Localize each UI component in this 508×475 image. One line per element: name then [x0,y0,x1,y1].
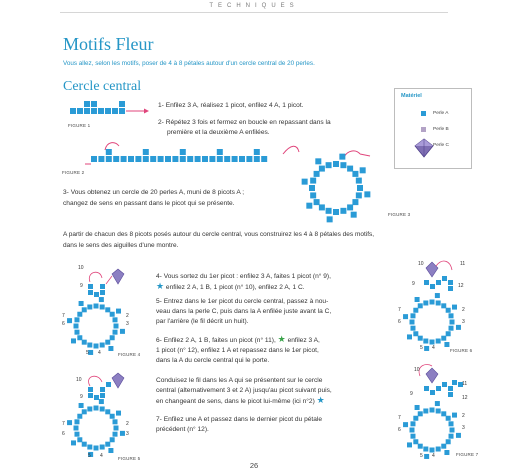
bead-icon [310,192,316,198]
bead-icon [424,454,429,459]
material-item-a: Perle A [433,111,449,116]
fig4-num-6: 6 [62,321,65,327]
fig7-num-7: 7 [398,415,401,421]
step-6-line-1-wrap [156,335,320,346]
bead-icon [100,304,105,309]
bead-icon [113,419,118,424]
bead-icon [357,185,363,191]
bead-icon [120,329,125,334]
bead-icon [423,408,428,413]
bead-icon [450,428,455,433]
fig4-num-5: 5 [86,350,89,356]
fig7-num-2: 2 [462,413,465,419]
fig4-num-3: 3 [126,321,129,327]
bead-icon [128,156,134,162]
bead-icon [339,154,345,160]
bead-icon [202,156,208,162]
bead-icon [135,156,141,162]
fig7-num-10: 10 [414,367,420,373]
bead-icon [410,428,415,433]
bead-icon [327,216,333,222]
bead-icon [319,204,325,210]
bead-icon [364,191,370,197]
step-6-line-1: 6- Enfilez 2 A, 1 B, faites un picot (n° 11), [156,337,276,344]
paragraph-line-2: dans le sens des aiguilles d'une montre. [63,242,179,249]
bead-icon [356,178,362,184]
bead-icon [106,156,112,162]
fig6-num-4: 4 [432,345,435,351]
fig7-num-6: 6 [398,427,401,433]
bead-icon [91,156,97,162]
figure-3-diagram [300,150,380,220]
fig6-num-10: 10 [418,261,424,267]
bead-icon [340,162,346,168]
bead-icon [410,434,415,439]
bead-icon [187,156,193,162]
bead-icon [113,330,118,335]
fig5-num-3: 3 [126,431,129,437]
fig6-num-2: 2 [462,307,465,313]
bead-icon [239,156,245,162]
fig6-num-9: 9 [412,281,415,287]
fig5-num-2: 2 [126,421,129,427]
blue-star-icon: ★ [156,281,165,291]
bead-icon [100,445,105,450]
instruction-line-1: Conduisez le fil dans les A qui se présentent sur le cercle [156,377,323,384]
blue-star-icon-2: ★ [316,395,325,405]
bead-icon [435,293,440,298]
fig7-num-3: 3 [462,425,465,431]
bead-icon [110,312,115,317]
bead-icon [436,408,441,413]
bead-icon [333,209,339,215]
bead-icon [352,199,358,205]
bead-icon [418,336,423,341]
bead-icon [435,401,440,406]
step-5-line-1: 5- Entrez dans le 1er picot du cercle central, passez à nou- [156,298,329,305]
step-5-line-2: veau dans la perle C, puis dans la A enfilée juste avant la C, [156,308,332,315]
bead-icon [423,447,428,452]
bead-icon [224,156,230,162]
bead-icon [94,344,99,349]
step-4-line-1: 4- Vous sortez du 1er picot : enfilez 3 A, faites 1 picot (n° 9), [156,273,331,280]
bead-icon [113,432,118,437]
bead-icon [333,161,339,167]
fig4-num-4: 4 [98,350,101,356]
page-title: Motifs Fleur [63,34,154,54]
step-4-line-2-wrap [156,282,305,293]
bead-icon [340,208,346,214]
bead-icon [261,156,267,162]
fig5-num-10: 10 [76,377,82,383]
fig5-num-4: 4 [100,453,103,459]
figure-4-diagram [60,262,150,362]
fig6-num-12: 12 [458,283,464,289]
figure-1-diagram [70,98,150,120]
bead-icon [446,308,451,313]
green-star-icon: ★ [277,334,286,344]
step-7-line-2: précédent (n° 12). [156,426,209,433]
material-title: Matériel [401,93,422,99]
running-head: TECHNIQUES [209,3,299,9]
bead-icon [77,335,82,340]
bead-icon [114,426,119,431]
bead-icon [446,331,451,336]
bead-icon [99,399,104,404]
material-box [394,88,472,169]
bead-icon [410,326,415,331]
bead-icon [424,346,429,351]
bead-icon [113,156,119,162]
step-3-line-2: changez de sens en passant dans le picot qui se présente. [63,200,235,207]
bead-icon [310,178,316,184]
bead-icon [100,343,105,348]
bead-icon [352,171,358,177]
fig5-num-9: 9 [80,394,83,400]
bead-icon [418,303,423,308]
bead-icon [407,442,412,447]
bead-icon [87,304,92,309]
bead-icon [450,320,455,325]
bead-icon [436,339,441,344]
bead-icon [302,179,308,185]
bead-icon [87,343,92,348]
bead-icon [452,305,457,310]
bead-icon [446,416,451,421]
figure-1-caption: FIGURE 1 [68,123,91,128]
bead-icon [254,156,260,162]
fig7-num-5: 5 [420,453,423,459]
fig7-num-12: 12 [462,395,468,401]
fig4-num-2: 2 [126,313,129,319]
step-7-line-1: 7- Enfilez une A et passez dans le dernier picot du pétale [156,416,323,423]
bead-icon [246,156,252,162]
figure-6-caption: FIGURE 6 [450,348,473,353]
fig6-num-7: 7 [398,307,401,313]
bead-icon [413,331,418,336]
instruction-line-2: central (alternativement 3 et 2 A) jusqu'au picot suivant puis, [156,387,332,394]
section-title: Cercle central [63,79,142,94]
bead-icon [74,426,79,431]
material-item-c: Perle C [433,143,449,148]
step-6-line-3: dans la A du cercle central qui le porte. [156,357,270,364]
bead-icon [82,307,87,312]
bead-icon [108,346,113,351]
bead-icon [110,414,115,419]
bead-icon [120,431,125,436]
bead-icon [94,406,99,411]
bead-icon [326,208,332,214]
bead-icon [441,336,446,341]
bead-icon [413,308,418,313]
step-2-line-2: première et la deuxième A enfilées. [167,129,270,136]
bead-icon [356,192,362,198]
bead-icon [82,442,87,447]
material-item-b: Perle B [433,127,449,132]
bead-icon [254,149,260,155]
instruction-line-3: en changeant de sens, dans le picot lui-même (ici n°2) [156,398,315,405]
bead-icon [351,212,357,218]
fig6-num-6: 6 [398,319,401,325]
fig5-num-5: 5 [88,453,91,459]
bead-icon [449,313,454,318]
bead-icon [217,156,223,162]
bead-icon [150,156,156,162]
fig7-num-9: 9 [410,391,413,397]
step-1: 1- Enfilez 3 A, réalisez 1 picot, enfilez 4 A, 1 picot. [158,102,304,109]
fig5-num-7: 7 [62,421,65,427]
bead-icon [180,156,186,162]
bead-icon [143,149,149,155]
bead-icon [423,300,428,305]
bead-icon [67,318,72,323]
bead-icon [77,437,82,442]
bead-icon [418,444,423,449]
bead-icon [71,338,76,343]
bead-icon [347,166,353,172]
header-rule [60,12,448,13]
bead-a-swatch-icon [421,111,426,116]
bead-icon [158,156,164,162]
bead-icon [441,411,446,416]
bead-icon [74,324,79,329]
figure-7-diagram [396,362,479,457]
bead-icon [449,434,454,439]
bead-c-gem-icon [413,137,435,159]
bead-icon [98,156,104,162]
fig6-num-3: 3 [462,319,465,325]
figure-3-caption: FIGURE 3 [388,212,411,217]
bead-icon [172,156,178,162]
bead-icon [77,414,82,419]
bead-icon [413,439,418,444]
figure-2-caption: FIGURE 2 [62,170,85,175]
bead-icon [99,297,104,302]
fig4-num-7: 7 [62,313,65,319]
fig7-num-11: 11 [462,381,468,387]
bead-icon [79,301,84,306]
bead-icon [74,432,79,437]
bead-icon [79,403,84,408]
bead-icon [116,411,121,416]
step-3-line-1: 3- Vous obtenez un cercle de 20 perles A, muni de 8 picots A ; [63,189,245,196]
step-6-line-2: 1 picot (n° 12), enfilez 1 A et repassez dans le 1er picot, [156,347,319,354]
figure-2-diagram [85,140,305,166]
fig4-num-10: 10 [78,265,84,271]
bead-icon [114,324,119,329]
bead-icon [108,448,113,453]
bead-icon [87,445,92,450]
bead-icon [446,439,451,444]
bead-icon [326,162,332,168]
bead-icon [82,409,87,414]
bead-icon [77,312,82,317]
bead-icon [121,156,127,162]
bead-icon [165,156,171,162]
bead-icon [413,416,418,421]
paragraph-line-1: A partir de chacun des 8 picots posés autour du cercle central, vous construirez les 4 à 8 pétales des motifs, [63,231,375,238]
bead-icon [309,185,315,191]
bead-icon [74,330,79,335]
bead-icon [94,304,99,309]
bead-icon [418,411,423,416]
bead-icon [314,171,320,177]
bead-icon [105,442,110,447]
bead-icon [449,421,454,426]
bead-icon [430,408,435,413]
bead-icon [67,420,72,425]
bead-icon [415,405,420,410]
bead-icon [314,199,320,205]
bead-icon [441,303,446,308]
bead-icon [319,166,325,172]
fig4-num-9: 9 [80,283,83,289]
bead-icon [71,440,76,445]
bead-icon [100,406,105,411]
bead-icon [456,325,461,330]
bead-icon [209,156,215,162]
bead-icon [217,149,223,155]
bead-icon [403,422,408,427]
step-4-line-2: enfilez 2 A, 1 B, 1 picot (n° 10), enfilez 2 A, 1 C. [165,284,305,291]
bead-icon [105,307,110,312]
bead-icon [87,406,92,411]
figure-5-caption: FIGURE 5 [118,456,141,461]
bead-icon [116,309,121,314]
intro-text: Vous allez, selon les motifs, poser de 4 à 8 pétales autour d'un cercle central de 20 perles. [63,60,315,67]
bead-icon [306,203,312,209]
bead-icon [110,437,115,442]
bead-icon [410,313,415,318]
bead-b-swatch-icon [421,127,426,132]
bead-icon [449,326,454,331]
bead-icon [110,335,115,340]
bead-icon [74,317,79,322]
bead-icon [444,450,449,455]
bead-icon [106,149,112,155]
figure-5-diagram [60,372,150,462]
bead-icon [113,317,118,322]
step-5-line-3: par l'arrière (le fil décrit un huit). [156,318,249,325]
bead-icon [232,156,238,162]
bead-icon [441,444,446,449]
step-6-line-1b: enfilez 3 A, [287,337,320,344]
bead-icon [423,339,428,344]
bead-icon [436,447,441,452]
bead-icon [180,149,186,155]
bead-icon [105,340,110,345]
bead-icon [74,419,79,424]
bead-icon [143,156,149,162]
bead-icon [456,433,461,438]
bead-icon [444,342,449,347]
bead-icon [347,204,353,210]
bead-icon [94,446,99,451]
step-2-line-1: 2- Répétez 3 fois et fermez en boucle en repassant dans la [158,119,331,126]
bead-icon [195,156,201,162]
bead-icon [403,314,408,319]
bead-icon [410,421,415,426]
bead-icon [315,158,321,164]
fig6-num-11: 11 [460,261,466,267]
instruction-line-3-wrap [156,396,325,407]
bead-icon [360,167,366,173]
figure-7-caption: FIGURE 7 [456,452,479,457]
page-number: 26 [249,461,259,470]
bead-icon [105,409,110,414]
bead-icon [410,320,415,325]
bead-icon [430,300,435,305]
bead-icon [82,340,87,345]
bead-icon [436,300,441,305]
bead-icon [407,334,412,339]
fig7-num-4: 4 [432,453,435,459]
fig6-num-5: 5 [420,345,423,351]
figure-4-caption: FIGURE 4 [118,352,141,357]
fig5-num-6: 6 [62,431,65,437]
bead-icon [452,413,457,418]
bead-icon [415,297,420,302]
